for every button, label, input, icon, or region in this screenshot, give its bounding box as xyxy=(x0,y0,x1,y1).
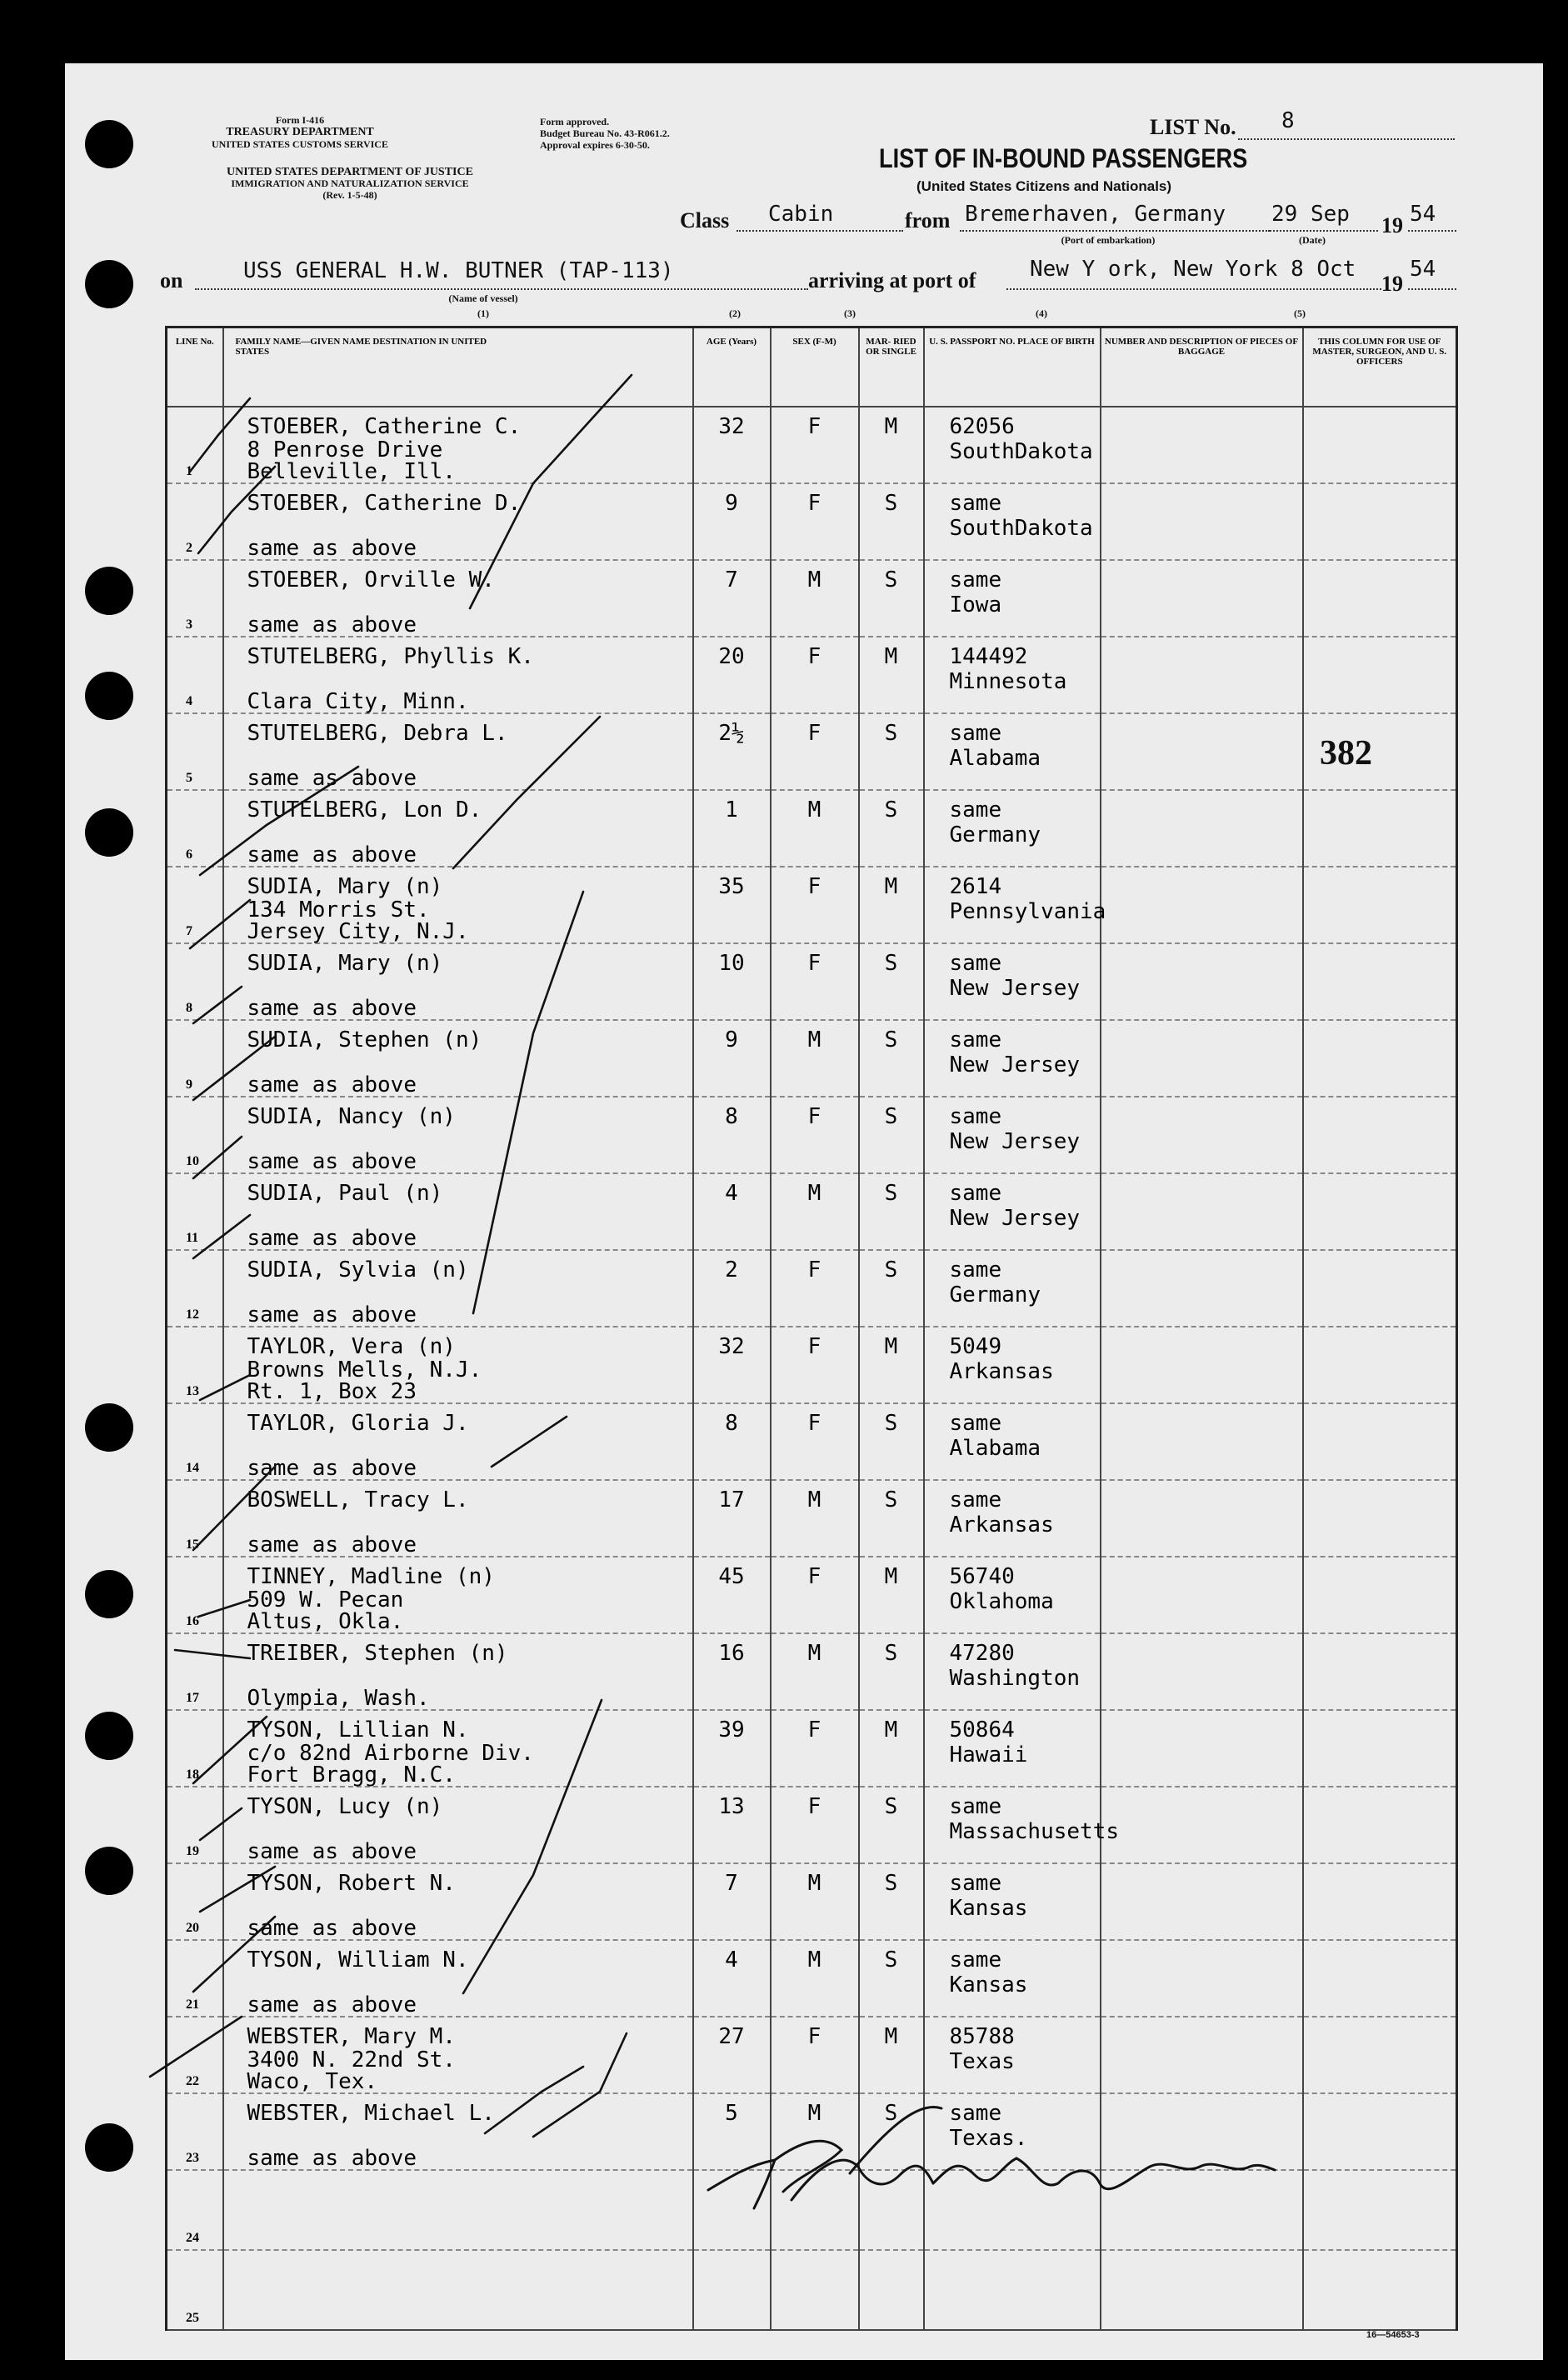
check-mark xyxy=(193,1917,275,1992)
place-of-birth: New Jersey xyxy=(949,1052,1081,1078)
passenger-name: BOSWELL, Tracy L. xyxy=(247,1488,469,1512)
column-number: (3) xyxy=(844,308,856,319)
year-suffix: 54 xyxy=(1410,202,1436,227)
column-number: (5) xyxy=(1294,308,1306,319)
check-mark xyxy=(200,767,358,875)
passenger-sex: F xyxy=(807,874,821,899)
line-number: 22 xyxy=(186,2074,199,2088)
marital-status: S xyxy=(884,1258,898,1282)
passenger-age: 32 xyxy=(718,1334,745,1359)
passport-number: 5049 xyxy=(949,1334,1002,1359)
line-number: 12 xyxy=(186,1308,199,1322)
destination-line-2: same as above xyxy=(247,1992,417,2018)
line-number: 25 xyxy=(186,2311,199,2325)
passenger-name: STUTELBERG, Phyllis K. xyxy=(247,644,534,669)
destination-line-1: 134 Morris St. xyxy=(247,898,430,922)
passenger-age: 4 xyxy=(725,1181,738,1206)
approval-line: Approval expires 6-30-50. xyxy=(540,139,650,151)
passenger-age: 35 xyxy=(718,874,745,899)
passport-number: same xyxy=(949,1181,1002,1206)
marital-status: S xyxy=(884,568,898,592)
place-of-birth: SouthDakota xyxy=(949,516,1093,541)
passenger-sex: F xyxy=(807,644,821,669)
passenger-name: SUDIA, Sylvia (n) xyxy=(247,1258,469,1282)
line-number: 8 xyxy=(186,1001,192,1015)
place-of-birth: Texas xyxy=(949,2049,1015,2074)
from-label: from xyxy=(905,208,951,232)
year-prefix: 19 xyxy=(1381,272,1403,296)
vessel-caption: (Name of vessel) xyxy=(448,292,518,304)
destination-line-1: Browns Mells, N.J. xyxy=(247,1358,482,1382)
check-mark xyxy=(198,1600,250,1617)
passenger-sex: M xyxy=(807,1028,821,1052)
col-header-officers: THIS COLUMN FOR USE OF MASTER, SURGEON, AND U. S. OFFICERS xyxy=(1303,328,1457,408)
passenger-age: 39 xyxy=(718,1718,745,1742)
destination-line-2: same as above xyxy=(247,2146,417,2171)
passenger-sex: F xyxy=(807,414,821,439)
passenger-age: 2½ xyxy=(718,721,745,746)
check-mark xyxy=(470,375,632,608)
department-name: UNITED STATES DEPARTMENT OF JUSTICE xyxy=(227,166,473,178)
passenger-sex: F xyxy=(807,1718,821,1742)
date-caption: (Date) xyxy=(1299,234,1326,246)
check-mark xyxy=(453,717,600,868)
place-of-birth: Massachusetts xyxy=(949,1819,1119,1844)
line-number: 13 xyxy=(186,1384,199,1398)
check-mark xyxy=(150,2017,242,2077)
line-number: 17 xyxy=(186,1691,199,1705)
col-header-baggage: NUMBER AND DESCRIPTION OF PIECES OF BAGGAGE xyxy=(1101,328,1303,408)
place-of-birth: New Jersey xyxy=(949,1129,1081,1154)
marital-status: M xyxy=(884,644,898,669)
on-label: on xyxy=(160,268,183,292)
passenger-age: 7 xyxy=(725,1871,738,1896)
destination-line-2: same as above xyxy=(247,1456,417,1481)
check-mark xyxy=(200,1867,275,1912)
passport-number: same xyxy=(949,1411,1002,1436)
place-of-birth: Minnesota xyxy=(949,669,1067,694)
destination-line-2: Belleville, Ill. xyxy=(247,459,456,484)
passenger-age: 20 xyxy=(718,644,745,669)
line-number: 14 xyxy=(186,1461,199,1475)
marital-status: S xyxy=(884,798,898,822)
passport-number: same xyxy=(949,568,1002,592)
check-mark xyxy=(485,2067,583,2133)
passport-number: same xyxy=(949,1948,1002,1972)
marital-status: S xyxy=(884,1181,898,1206)
form-number: Form I-416 xyxy=(275,114,325,126)
class-label: Class xyxy=(680,208,730,232)
passenger-age: 2 xyxy=(725,1258,738,1282)
line-number: 2 xyxy=(186,541,192,555)
check-mark xyxy=(190,398,250,472)
check-mark xyxy=(533,2033,627,2137)
passport-number: 56740 xyxy=(949,1564,1015,1589)
destination-line-2: same as above xyxy=(247,766,417,791)
check-mark xyxy=(193,1467,275,1550)
signature-stroke xyxy=(708,2160,775,2208)
passenger-sex: F xyxy=(807,1258,821,1282)
check-mark xyxy=(200,1375,250,1400)
place-of-birth: Hawaii xyxy=(949,1742,1028,1768)
passport-number: 85788 xyxy=(949,2024,1015,2049)
year-suffix: 54 xyxy=(1410,257,1436,282)
marital-status: S xyxy=(884,491,898,516)
approval-line: Budget Bureau No. 43-R061.2. xyxy=(540,128,670,139)
year-prefix: 19 xyxy=(1381,213,1403,238)
line-number: 24 xyxy=(186,2231,199,2245)
line-number: 11 xyxy=(186,1231,199,1245)
check-mark xyxy=(473,892,583,1313)
passport-number: same xyxy=(949,721,1002,746)
passenger-sex: M xyxy=(807,1181,821,1206)
destination-line-2: Fort Bragg, N.C. xyxy=(247,1762,456,1788)
destination-line-2: Altus, Okla. xyxy=(247,1609,404,1634)
passport-number: same xyxy=(949,2101,1002,2126)
passenger-sex: M xyxy=(807,1871,821,1896)
col-header-married: MAR- RIED OR SINGLE xyxy=(859,328,924,408)
passenger-name: TAYLOR, Vera (n) xyxy=(247,1334,456,1359)
signature-stroke xyxy=(775,2141,841,2192)
place-of-birth: Iowa xyxy=(949,592,1002,618)
embarkation-port: Bremerhaven, Germany xyxy=(965,202,1226,227)
marital-status: S xyxy=(884,1028,898,1052)
form-title: LIST OF IN-BOUND PASSENGERS xyxy=(879,143,1248,173)
line-number: 9 xyxy=(186,1078,192,1092)
passport-number: same xyxy=(949,1794,1002,1819)
passport-number: same xyxy=(949,951,1002,976)
passenger-sex: M xyxy=(807,568,821,592)
passenger-name: TINNEY, Madline (n) xyxy=(247,1564,495,1589)
passenger-age: 27 xyxy=(718,2024,745,2049)
list-number-label: LIST No. xyxy=(1150,115,1236,139)
department-subname: UNITED STATES CUSTOMS SERVICE xyxy=(212,138,388,150)
check-mark xyxy=(175,1650,250,1658)
destination-line-1: 509 W. Pecan xyxy=(247,1588,404,1612)
signature-stroke xyxy=(933,2158,1016,2183)
passenger-name: TYSON, Lucy (n) xyxy=(247,1794,443,1819)
marital-status: M xyxy=(884,1334,898,1359)
check-mark xyxy=(193,1717,267,1783)
passenger-sex: F xyxy=(807,491,821,516)
check-mark xyxy=(193,1037,275,1100)
place-of-birth: Texas. xyxy=(949,2126,1028,2151)
passenger-name: STUTELBERG, Debra L. xyxy=(247,721,508,746)
passenger-sex: F xyxy=(807,1334,821,1359)
col-header-age: AGE (Years) xyxy=(693,328,771,408)
passport-number: 2614 xyxy=(949,874,1002,899)
passenger-age: 4 xyxy=(725,1948,738,1972)
place-of-birth: Alabama xyxy=(949,1436,1041,1461)
passport-number: same xyxy=(949,798,1002,822)
list-number: 8 xyxy=(1281,108,1295,133)
column-number: (2) xyxy=(729,308,741,319)
passenger-name: TYSON, Robert N. xyxy=(247,1871,456,1896)
passport-number: 62056 xyxy=(949,414,1015,439)
destination-line-2: Clara City, Minn. xyxy=(247,689,469,714)
passenger-name: TYSON, William N. xyxy=(247,1948,469,1972)
officer-note: 382 xyxy=(1320,734,1372,772)
marital-status: S xyxy=(884,2101,898,2126)
destination-line-2: Waco, Tex. xyxy=(247,2069,378,2094)
destination-line-2: same as above xyxy=(247,1072,417,1098)
col-header-name: FAMILY NAME—GIVEN NAME DESTINATION IN UNITED STATES xyxy=(223,328,693,408)
passport-number: same xyxy=(949,1488,1002,1512)
column-number: (1) xyxy=(477,308,489,319)
marital-status: S xyxy=(884,1104,898,1129)
check-mark xyxy=(193,1215,250,1258)
passenger-sex: M xyxy=(807,798,821,822)
passenger-name: WEBSTER, Mary M. xyxy=(247,2024,456,2049)
department-subname: IMMIGRATION AND NATURALIZATION SERVICE xyxy=(231,178,469,189)
revision-date: (Rev. 1-5-48) xyxy=(322,189,377,201)
destination-line-2: same as above xyxy=(247,1916,417,1941)
passenger-age: 10 xyxy=(718,951,745,976)
passenger-sex: F xyxy=(807,1564,821,1589)
passenger-name: STUTELBERG, Lon D. xyxy=(247,798,482,822)
passport-number: 47280 xyxy=(949,1641,1015,1666)
arriving-label: arriving at port of xyxy=(808,268,976,292)
line-number: 23 xyxy=(186,2151,199,2165)
destination-line-2: same as above xyxy=(247,1532,417,1558)
check-mark xyxy=(492,1417,567,1467)
marital-status: S xyxy=(884,1948,898,1972)
col-header-line: LINE No. xyxy=(167,328,223,408)
passenger-sex: F xyxy=(807,1104,821,1129)
marital-status: S xyxy=(884,1411,898,1436)
place-of-birth: Alabama xyxy=(949,746,1041,771)
place-of-birth: Oklahoma xyxy=(949,1589,1054,1614)
passenger-age: 9 xyxy=(725,491,738,516)
line-number: 5 xyxy=(186,771,192,785)
line-number: 21 xyxy=(186,1998,199,2012)
destination-line-2: same as above xyxy=(247,536,417,561)
check-mark xyxy=(200,1808,242,1840)
check-mark xyxy=(190,900,250,948)
marital-status: M xyxy=(884,414,898,439)
passenger-sex: F xyxy=(807,951,821,976)
passport-number: same xyxy=(949,1104,1002,1129)
destination-line-1: 8 Penrose Drive xyxy=(247,438,443,462)
destination-line-1: 3400 N. 22nd St. xyxy=(247,2048,456,2072)
passport-number: 50864 xyxy=(949,1718,1015,1742)
passenger-age: 8 xyxy=(725,1411,738,1436)
marital-status: M xyxy=(884,874,898,899)
destination-line-2: same as above xyxy=(247,996,417,1021)
place-of-birth: Pennsylvania xyxy=(949,899,1106,924)
destination-line-2: Olympia, Wash. xyxy=(247,1686,430,1711)
place-of-birth: Arkansas xyxy=(949,1512,1054,1538)
passenger-age: 32 xyxy=(718,414,745,439)
passenger-name: STOEBER, Orville W. xyxy=(247,568,495,592)
marital-status: M xyxy=(884,1564,898,1589)
passenger-sex: M xyxy=(807,1948,821,1972)
vessel-name: USS GENERAL H.W. BUTNER (TAP-113) xyxy=(243,258,674,283)
line-number: 4 xyxy=(186,694,192,708)
passenger-name: WEBSTER, Michael L. xyxy=(247,2101,495,2126)
col-header-sex: SEX (F-M) xyxy=(771,328,859,408)
signature-stroke xyxy=(1016,2158,1150,2189)
place-of-birth: Washington xyxy=(949,1666,1081,1691)
check-mark xyxy=(193,987,242,1023)
form-footer-code: 16—54653-3 xyxy=(1366,2330,1420,2340)
passenger-sex: M xyxy=(807,2101,821,2126)
destination-line-2: same as above xyxy=(247,842,417,868)
passenger-sex: F xyxy=(807,2024,821,2049)
passenger-name: TYSON, Lillian N. xyxy=(247,1718,469,1742)
marital-status: S xyxy=(884,1641,898,1666)
passenger-age: 1 xyxy=(725,798,738,822)
place-of-birth: Germany xyxy=(949,822,1041,848)
signature-text xyxy=(0,0,1,1)
check-mark xyxy=(463,1700,602,1993)
passport-number: 144492 xyxy=(949,644,1028,669)
check-mark xyxy=(198,467,275,553)
passenger-age: 17 xyxy=(718,1488,745,1512)
passenger-name: SUDIA, Mary (n) xyxy=(247,951,443,976)
place-of-birth: New Jersey xyxy=(949,1206,1081,1231)
line-number: 10 xyxy=(186,1154,199,1168)
place-of-birth: Kansas xyxy=(949,1972,1028,1998)
destination-line-2: same as above xyxy=(247,1302,417,1328)
passenger-age: 5 xyxy=(725,2101,738,2126)
passenger-name: SUDIA, Nancy (n) xyxy=(247,1104,456,1129)
passenger-sex: M xyxy=(807,1488,821,1512)
marital-status: S xyxy=(884,1794,898,1819)
place-of-birth: Kansas xyxy=(949,1896,1028,1921)
destination-line-1: c/o 82nd Airborne Div. xyxy=(247,1741,534,1766)
passenger-name: TREIBER, Stephen (n) xyxy=(247,1641,508,1666)
department-name: TREASURY DEPARTMENT xyxy=(226,126,374,138)
passenger-name: SUDIA, Mary (n) xyxy=(247,874,443,899)
passenger-name: STOEBER, Catherine C. xyxy=(247,414,522,439)
passenger-sex: M xyxy=(807,1641,821,1666)
passenger-age: 16 xyxy=(718,1641,745,1666)
place-of-birth: SouthDakota xyxy=(949,439,1093,464)
line-number: 16 xyxy=(186,1614,199,1628)
line-number: 1 xyxy=(186,464,192,478)
destination-line-2: Jersey City, N.J. xyxy=(247,919,469,944)
place-of-birth: Arkansas xyxy=(949,1359,1054,1384)
place-of-birth: Germany xyxy=(949,1282,1041,1308)
passenger-name: SUDIA, Paul (n) xyxy=(247,1181,443,1206)
destination-line-2: same as above xyxy=(247,612,417,638)
marital-status: M xyxy=(884,2024,898,2049)
destination-line-2: same as above xyxy=(247,1839,417,1864)
line-number: 6 xyxy=(186,848,192,862)
marital-status: S xyxy=(884,721,898,746)
place-of-birth: New Jersey xyxy=(949,976,1081,1001)
passport-number: same xyxy=(949,1028,1002,1052)
port-caption: (Port of embarkation) xyxy=(1061,234,1156,246)
line-number: 19 xyxy=(186,1844,199,1858)
signature-stroke xyxy=(850,2107,941,2173)
col-header-passport: U. S. PASSPORT NO. PLACE OF BIRTH xyxy=(924,328,1101,408)
passenger-sex: F xyxy=(807,721,821,746)
line-number: 15 xyxy=(186,1538,199,1552)
passport-number: same xyxy=(949,1871,1002,1896)
passenger-name: SUDIA, Stephen (n) xyxy=(247,1028,482,1052)
arrival-port-date: New Y ork, New York 8 Oct xyxy=(1030,257,1356,282)
passenger-age: 8 xyxy=(725,1104,738,1129)
passport-number: same xyxy=(949,491,1002,516)
destination-line-2: same as above xyxy=(247,1149,417,1174)
line-number: 20 xyxy=(186,1921,199,1935)
form-subtitle: (United States Citizens and Nationals) xyxy=(916,178,1172,194)
passport-number: same xyxy=(949,1258,1002,1282)
line-number: 18 xyxy=(186,1768,199,1782)
passenger-name: STOEBER, Catherine D. xyxy=(247,491,522,516)
approval-line: Form approved. xyxy=(540,116,610,128)
embarkation-date: 29 Sep xyxy=(1271,202,1350,227)
line-number: 7 xyxy=(186,924,192,938)
passenger-age: 9 xyxy=(725,1028,738,1052)
passenger-sex: F xyxy=(807,1411,821,1436)
check-mark xyxy=(193,1137,242,1178)
signature-stroke xyxy=(791,2160,933,2200)
passenger-age: 7 xyxy=(725,568,738,592)
signature-stroke xyxy=(1150,2164,1275,2170)
passenger-age: 13 xyxy=(718,1794,745,1819)
marital-status: S xyxy=(884,951,898,976)
passenger-sex: F xyxy=(807,1794,821,1819)
passenger-name: TAYLOR, Gloria J. xyxy=(247,1411,469,1436)
marital-status: S xyxy=(884,1488,898,1512)
marital-status: S xyxy=(884,1871,898,1896)
destination-line-2: same as above xyxy=(247,1226,417,1251)
column-number: (4) xyxy=(1036,308,1047,319)
class-value: Cabin xyxy=(768,202,834,227)
line-number: 3 xyxy=(186,618,192,632)
destination-line-2: Rt. 1, Box 23 xyxy=(247,1379,417,1404)
marital-status: M xyxy=(884,1718,898,1742)
passenger-age: 45 xyxy=(718,1564,745,1589)
